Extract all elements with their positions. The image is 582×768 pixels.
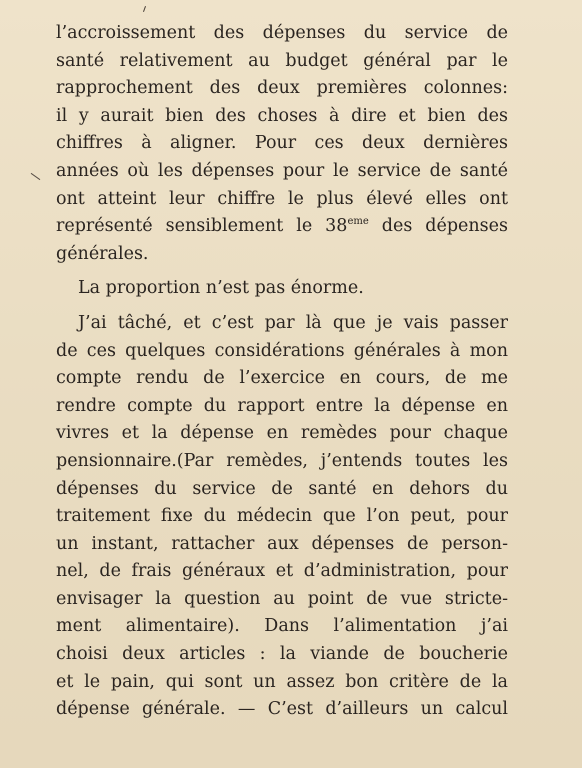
text-line: années où les dépenses pour le service de santé — [56, 160, 508, 181]
text-line: nel, de frais généraux et d’administration, pour — [56, 561, 508, 582]
text-line: et le pain, qui sont un assez bon critère de la — [56, 671, 508, 692]
text-line: chiffres à aligner. Pour ces deux dernières — [56, 133, 508, 154]
text-line: ment alimentaire). Dans l’alimentation j’ai — [56, 616, 508, 637]
text-line: santé relativement au budget général par le — [56, 50, 508, 71]
text-line: dépense générale. — C’est d’ailleurs un calcul — [56, 699, 508, 720]
text-line: il y aurait bien des choses à dire et bien des — [56, 105, 508, 126]
paragraph-2 — [56, 275, 508, 303]
superscript: eme — [347, 216, 369, 228]
text-line: rapprochement des deux premières colonnes: — [56, 78, 508, 99]
text-line: ont atteint leur chiffre le plus élevé elles ont — [56, 188, 508, 209]
text-line: un instant, rattacher aux dépenses de person- — [56, 533, 508, 554]
text-line: pensionnaire.(Par remèdes, j’entends toutes les — [56, 450, 508, 471]
paragraph-3 — [56, 310, 508, 724]
text-line: compte rendu de l’exercice en cours, de me — [56, 368, 508, 389]
text-line: choisi deux articles : la viande de boucherie — [56, 644, 508, 665]
text-line: La proportion n’est pas énorme. — [78, 278, 364, 299]
text-fragment: des dépenses — [368, 216, 508, 237]
margin-pencil-mark — [31, 173, 41, 180]
text-line: générales. — [56, 243, 149, 264]
body-text — [56, 20, 508, 724]
text-line: rendre compte du rapport entre la dépense en — [56, 395, 508, 416]
printer-mark — [143, 6, 146, 12]
text-fragment: représenté sensiblement le 38 — [56, 216, 348, 237]
text-line: J’ai tâché, et c’est par là que je vais passer — [78, 312, 508, 333]
text-line: envisager la question au point de vue stricte- — [56, 588, 508, 609]
paragraph-1 — [56, 20, 508, 268]
text-line: l’accroissement des dépenses du service de — [56, 23, 508, 43]
text-line: vivres et la dépense en remèdes pour chaque — [56, 423, 508, 444]
text-line: traitement fixe du médecin que l’on peut, pour — [56, 506, 508, 527]
text-line — [56, 213, 508, 241]
text-line: dépenses du service de santé en dehors du — [56, 478, 508, 499]
text-line: de ces quelques considérations générales à mon — [56, 340, 508, 361]
